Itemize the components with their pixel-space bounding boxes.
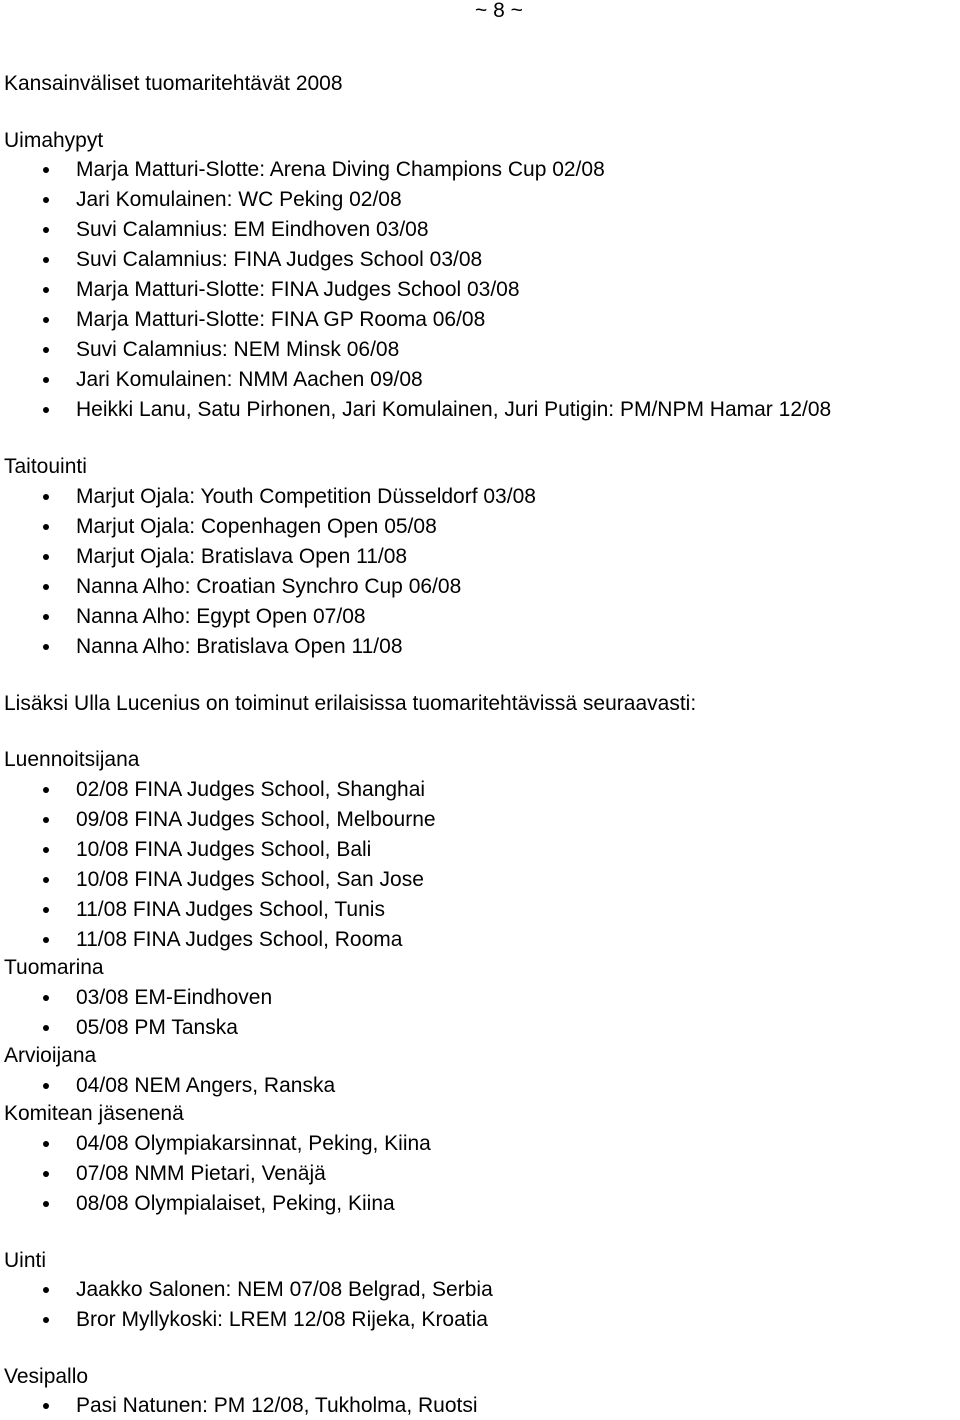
section-heading-taitouinti: Taitouinti — [4, 455, 87, 478]
bullet-icon — [43, 1141, 49, 1147]
bullet-icon — [43, 524, 49, 530]
list-item: 04/08 NEM Angers, Ranska — [76, 1074, 335, 1098]
list-item: Suvi Calamnius: FINA Judges School 03/08 — [76, 248, 482, 272]
list-item: Marja Matturi-Slotte: FINA GP Rooma 06/08 — [76, 308, 485, 332]
section-heading-uinti: Uinti — [4, 1249, 47, 1272]
bullet-icon — [43, 1287, 49, 1293]
list-item: Pasi Natunen: PM 12/08, Tukholma, Ruotsi — [76, 1394, 478, 1418]
page-number: ~ 8 ~ — [475, 0, 523, 22]
bullet-icon — [43, 1083, 49, 1089]
bullet-icon — [43, 1317, 49, 1323]
bullet-icon — [43, 1171, 49, 1177]
list-item: Heikki Lanu, Satu Pirhonen, Jari Komulainen, Juri Putigin: PM/NPM Hamar 12/08 — [76, 398, 831, 422]
list-item: 11/08 FINA Judges School, Tunis — [76, 898, 385, 922]
list-item: Nanna Alho: Egypt Open 07/08 — [76, 605, 366, 629]
list-item: 11/08 FINA Judges School, Rooma — [76, 928, 402, 952]
list-item: Marjut Ojala: Copenhagen Open 05/08 — [76, 515, 437, 539]
list-item: Suvi Calamnius: EM Eindhoven 03/08 — [76, 218, 429, 242]
bullet-icon — [43, 407, 49, 413]
section-heading-tuomarina: Tuomarina — [4, 956, 104, 979]
list-item: Jaakko Salonen: NEM 07/08 Belgrad, Serbia — [76, 1278, 493, 1302]
list-item: Jari Komulainen: NMM Aachen 09/08 — [76, 368, 423, 392]
list-item: 05/08 PM Tanska — [76, 1016, 238, 1040]
bullet-icon — [43, 1025, 49, 1031]
list-item: Jari Komulainen: WC Peking 02/08 — [76, 188, 402, 212]
bullet-icon — [43, 995, 49, 1001]
list-item: Marjut Ojala: Youth Competition Düsseldorf 03/08 — [76, 485, 536, 509]
bullet-icon — [43, 197, 49, 203]
list-item: 10/08 FINA Judges School, Bali — [76, 838, 371, 862]
list-item: 03/08 EM-Eindhoven — [76, 986, 272, 1010]
section-heading-komitean: Komitean jäsenenä — [4, 1102, 184, 1125]
bullet-icon — [43, 257, 49, 263]
list-item: Suvi Calamnius: NEM Minsk 06/08 — [76, 338, 399, 362]
bullet-icon — [43, 584, 49, 590]
bullet-icon — [43, 347, 49, 353]
bullet-icon — [43, 167, 49, 173]
bullet-icon — [43, 937, 49, 943]
bullet-icon — [43, 614, 49, 620]
section-heading-vesipallo: Vesipallo — [4, 1365, 89, 1388]
list-item: 10/08 FINA Judges School, San Jose — [76, 868, 424, 892]
bullet-icon — [43, 494, 49, 500]
list-item: 02/08 FINA Judges School, Shanghai — [76, 778, 425, 802]
bullet-icon — [43, 907, 49, 913]
list-item: 04/08 Olympiakarsinnat, Peking, Kiina — [76, 1132, 431, 1156]
bullet-icon — [43, 554, 49, 560]
bullet-icon — [43, 817, 49, 823]
bullet-icon — [43, 287, 49, 293]
list-item: 08/08 Olympialaiset, Peking, Kiina — [76, 1192, 395, 1216]
bullet-icon — [43, 227, 49, 233]
bullet-icon — [43, 644, 49, 650]
list-item: Nanna Alho: Croatian Synchro Cup 06/08 — [76, 575, 461, 599]
list-item: Marjut Ojala: Bratislava Open 11/08 — [76, 545, 407, 569]
list-item: Marja Matturi-Slotte: FINA Judges School 03/08 — [76, 278, 520, 302]
bullet-icon — [43, 787, 49, 793]
bullet-icon — [43, 847, 49, 853]
bullet-icon — [43, 377, 49, 383]
bullet-icon — [43, 317, 49, 323]
intro-paragraph: Lisäksi Ulla Lucenius on toiminut erilaisissa tuomaritehtävissä seuraavasti: — [4, 692, 697, 715]
bullet-icon — [43, 1201, 49, 1207]
list-item: Marja Matturi-Slotte: Arena Diving Champions Cup 02/08 — [76, 158, 605, 182]
document-title: Kansainväliset tuomaritehtävät 2008 — [4, 72, 343, 95]
section-heading-uimahypyt: Uimahypyt — [4, 129, 104, 152]
list-item: 07/08 NMM Pietari, Venäjä — [76, 1162, 326, 1186]
list-item: Nanna Alho: Bratislava Open 11/08 — [76, 635, 403, 659]
list-item: Bror Myllykoski: LREM 12/08 Rijeka, Kroatia — [76, 1308, 488, 1332]
list-item: 09/08 FINA Judges School, Melbourne — [76, 808, 436, 832]
bullet-icon — [43, 1403, 49, 1409]
bullet-icon — [43, 877, 49, 883]
section-heading-arvioijana: Arvioijana — [4, 1044, 97, 1067]
section-heading-luennoitsijana: Luennoitsijana — [4, 748, 140, 771]
